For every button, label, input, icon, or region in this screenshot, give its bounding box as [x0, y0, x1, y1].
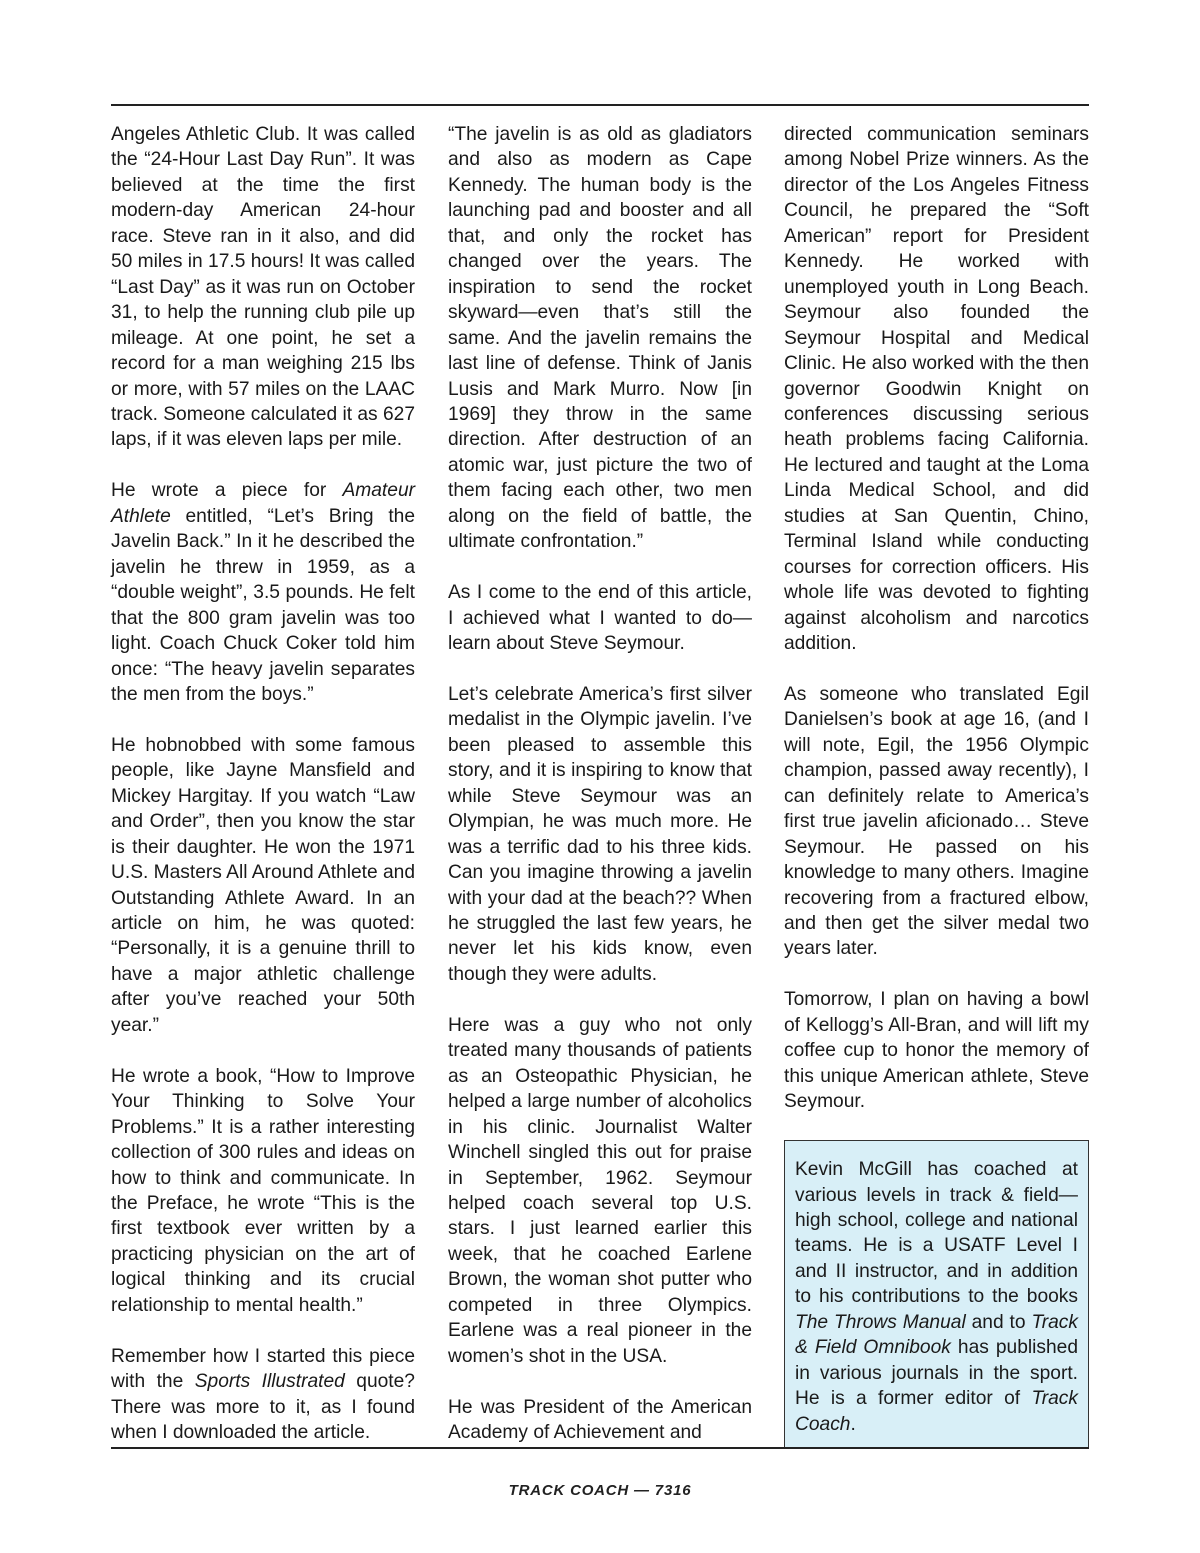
paragraph: He hobnobbed with some famous people, like Jayne Mansfield and Mickey Hargitay. If you watch “Law and Order”, then you know the star is their daughter. He won the 1971 U.S. Masters All Around Athlete and Outstanding Athlete Award. In an article on him, he was quoted: “Personally, it is a genuine thrill to have a major athletic challenge after you’ve reached your 50th year.” [111, 734, 415, 1036]
paragraph: He wrote a piece for Amateur Athlete entitled, “Let’s Bring the Javelin Back.” In it he described the javelin he threw in 1959, as a “double weight”, 3.5 pounds. He felt that the 800 gram javelin was too light. Coach Chuck Coker told him once: “The heavy javelin separates the men from the boys.” [111, 480, 415, 705]
bottom-rule [111, 1447, 1089, 1449]
paragraph: “The javelin is as old as gladiators and also as modern as Cape Kennedy. The human body is the launching pad and booster and all that, and only the rocket has changed over the years. The inspiration to send the rocket skyward—even that’s still the same. And the javelin remains the last line of defense. Think of Janis Lusis and Mark Murro. Now [in 1969] they throw in the same direction. After destruction of an atomic war, just picture the two of them facing each other, two men along on the field of battle, the ultimate confrontation.” [448, 124, 752, 553]
book-title: Track & Field Omnibook [795, 1311, 1078, 1359]
paragraph: Angeles Athletic Club. It was called the “24-Hour Last Day Run”. It was believed at the time the first modern-day American 24-hour race. Steve ran in it also, and did 50 miles in 17.5 hours! It was called “Last Day” as it was run on October 31, to help the running club pile up mileage. At one point, he set a record for a man weighing 215 lbs or more, with 57 miles on the LAAC track. Someone calculated it as 627 laps, if it was eleven laps per mile. [111, 124, 415, 451]
page-footer: TRACK COACH — 7316 [508, 1482, 692, 1499]
book-title: The Throws Manual [795, 1311, 966, 1333]
paragraph: As I come to the end of this article, I achieved what I wanted to do—learn about Steve Seymour. [448, 582, 752, 655]
publication-title: Amateur Athlete [111, 480, 415, 527]
column-2 [448, 122, 752, 1471]
paragraph: He was President of the American Academy of Achievement and [448, 1396, 752, 1444]
paragraph: Tomorrow, I plan on having a bowl of Kellogg’s All-Bran, and will lift my coffee cup to honor the memory of this unique American athlete, Steve Seymour. [784, 989, 1089, 1113]
publication-title: Track Coach [795, 1388, 1078, 1435]
paragraph: directed communication seminars among Nobel Prize winners. As the director of the Los Angeles Fitness Council, he prepared the “Soft American” report for President Kennedy. He worked with unemployed youth in Long Beach. Seymour also founded the Seymour Hospital and Medical Clinic. He also worked with the then governor Goodwin Knight on conferences discussing serious heath problems facing California. He lectured and taught at the Loma Linda Medical School, and did studies at San Quentin, Chino, Terminal Island while conducting courses for correction officers. His whole life was devoted to fighting against alcoholism and narcotics addition. [784, 124, 1089, 655]
publication-title: Sports Illustrated [194, 1371, 345, 1393]
column-1 [111, 122, 415, 1471]
paragraph: Let’s celebrate America’s first silver medalist in the Olympic javelin. I’ve been pleased to assemble this story, and it is inspiring to know that while Steve Seymour was an Olympian, he was much more. He was a terrific dad to his three kids. Can you imagine throwing a javelin with your dad at the beach?? When he struggled the last few years, he never let his kids know, even though they were adults. [448, 683, 752, 985]
paragraph: Remember how I started this piece with the Sports Illustrated quote? There was more to it, as I found when I downloaded the article. [111, 1345, 415, 1444]
paragraph: As someone who translated Egil Danielsen’s book at age 16, (and I will note, Egil, the 1956 Olympic champion, passed away recently), I can definitely relate to America’s first true javelin aficionado… Steve Seymour. He passed on his knowledge to many others. Imagine recovering from a fractured elbow, and then get the silver medal two years later. [784, 683, 1089, 960]
column-3 [784, 122, 1089, 1448]
paragraph: He wrote a book, “How to Improve Your Thinking to Solve Your Problems.” It is a rather interesting collection of 300 rules and ideas on how to think and communicate. In the Preface, he wrote “This is the first textbook ever written by a practicing physician on the art of logical thinking and its crucial relationship to mental health.” [111, 1065, 415, 1316]
paragraph: Here was a guy who not only treated many thousands of patients as an Osteopathic Physician, he helped a large number of alcoholics in his clinic. Journalist Walter Winchell singled this out for praise in September, 1962. Seymour helped coach several top U.S. stars. I just learned earlier this week, that he coached Earlene Brown, the woman shot putter who competed in three Olympics. Earlene was a real pioneer in the women’s shot in the USA. [448, 1014, 752, 1367]
author-bio-box: Kevin McGill has coached at various levels in track & field—high school, college and national teams. He is a USATF Level I and II instructor, and in addition to his contributions to the books The Throws Manual and to Track & Field Omnibook has published in various journals in the sport. He is a former editor of Track Coach. [784, 1140, 1089, 1448]
top-rule [111, 104, 1089, 106]
